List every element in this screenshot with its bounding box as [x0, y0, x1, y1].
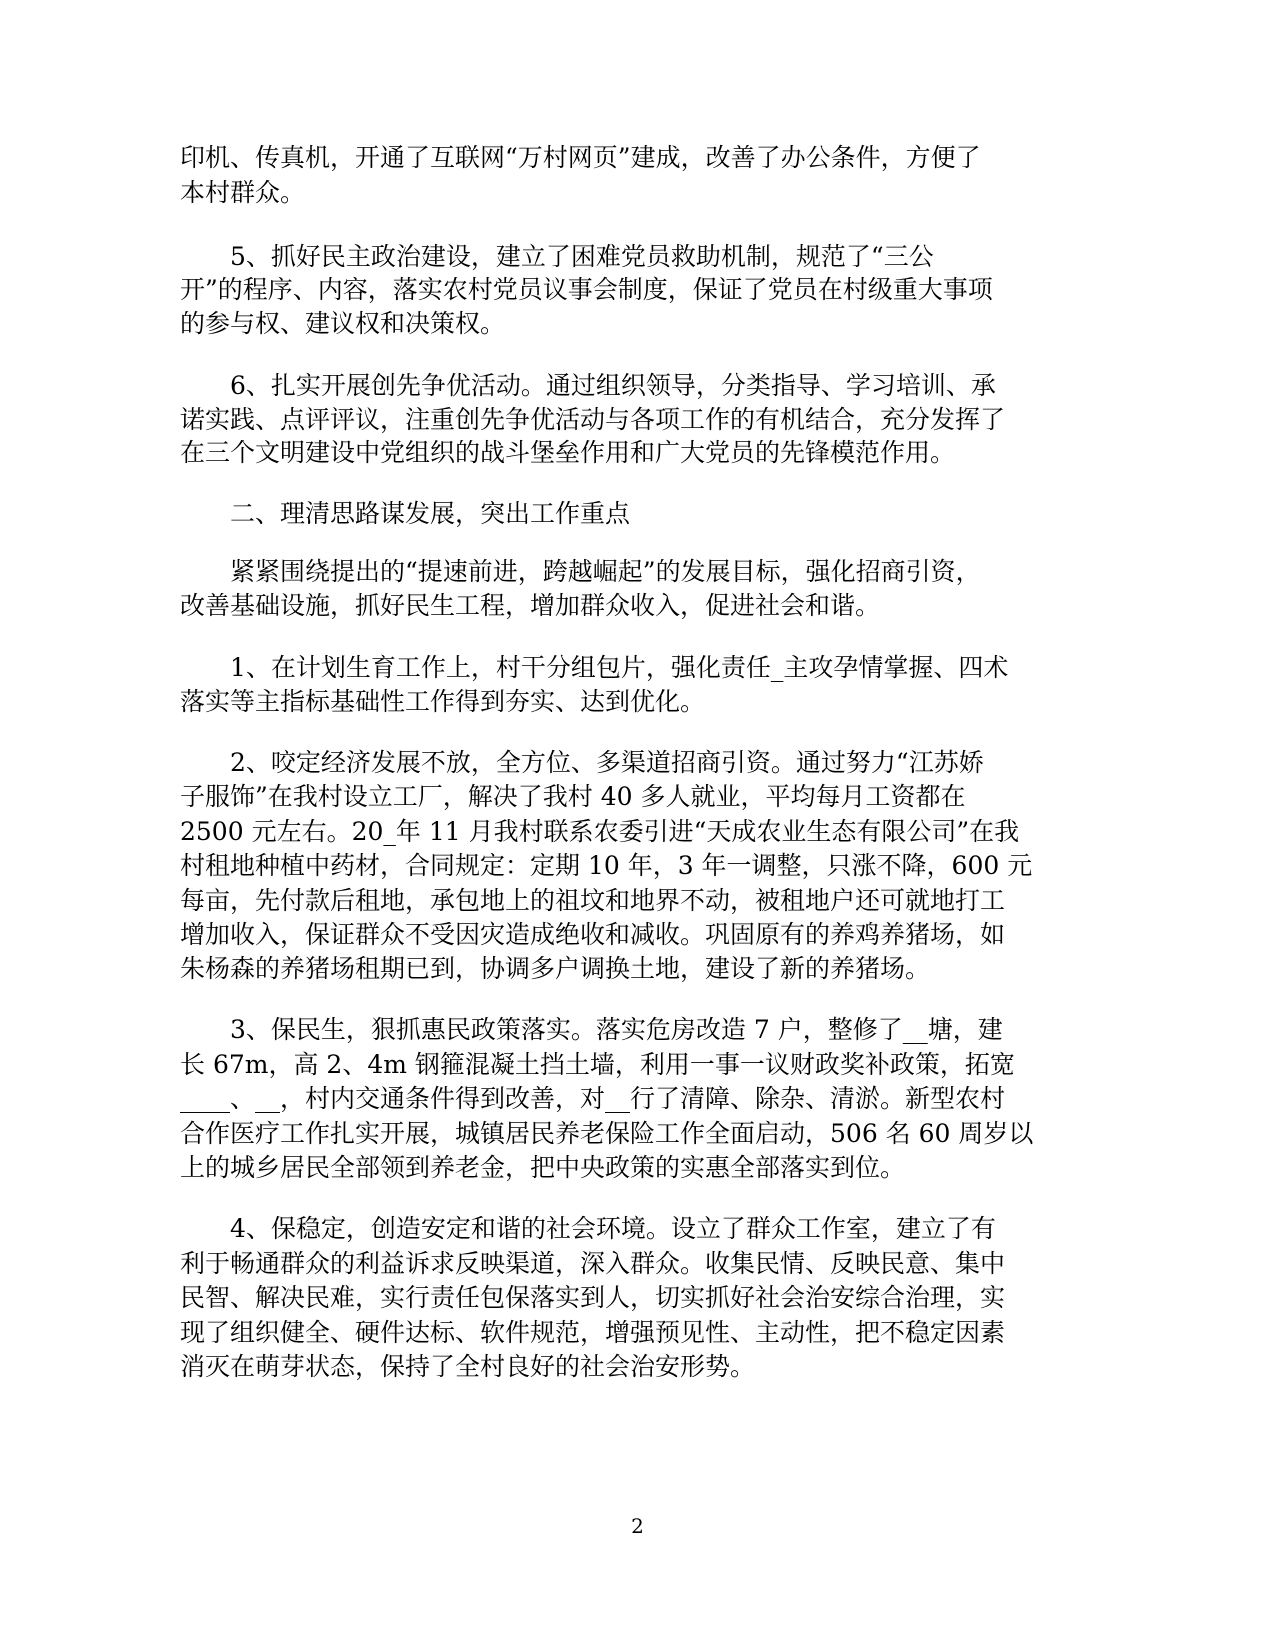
text-line: 民智、解决民难，实行责任包保落实到人，切实抓好社会治安综合治理，实 [180, 1283, 1006, 1312]
text-line: 消灭在萌芽状态，保持了全村良好的社会治安形势。 [180, 1352, 756, 1381]
text-line: 开”的程序、内容，落实农村党员议事会制度，保证了党员在村级重大事项 [180, 275, 993, 304]
text-line: 在三个文明建设中党组织的战斗堡垒作用和广大党员的先锋模范作用。 [180, 438, 956, 467]
text-line: 的参与权、建议权和决策权。 [180, 309, 506, 338]
text-line: 落实等主指标基础性工作得到夯实、达到优化。 [180, 687, 706, 716]
text-line: 朱杨森的养猪场租期已到，协调多户调换土地，建设了新的养猪场。 [180, 954, 931, 983]
text-line: 诺实践、点评评议，注重创先争优活动与各项工作的有机结合，充分发挥了 [180, 405, 1006, 434]
text-line: 增加收入，保证群众不受因灾造成绝收和减收。巩固原有的养鸡养猪场，如 [180, 920, 1006, 949]
text-line: 利于畅通群众的利益诉求反映渠道，深入群众。收集民情、反映民意、集中 [180, 1249, 1006, 1278]
text-line: 4、保稳定，创造安定和谐的社会环境。设立了群众工作室，建立了有 [230, 1214, 996, 1243]
text-line: ____、__，村内交通条件得到改善，对__行了清障、除杂、清淤。新型农村 [180, 1084, 1006, 1113]
text-line: 现了组织健全、硬件达标、软件规范，增强预见性、主动性，把不稳定因素 [180, 1318, 1006, 1347]
text-line: 6、扎实开展创先争优活动。通过组织领导，分类指导、学习培训、承 [230, 371, 996, 400]
text-line: 印机、传真机，开通了互联网“万村网页”建成，改善了办公条件，方便了 [180, 143, 981, 172]
text-line: 长 67m，高 2、4m 钢箍混凝土挡土墙，利用一事一议财政奖补政策，拓宽 [180, 1050, 1015, 1079]
text-line: 每亩，先付款后租地，承包地上的祖坟和地界不动，被租地户还可就地打工 [180, 886, 1006, 915]
text-line: 2、咬定经济发展不放，全方位、多渠道招商引资。通过努力“江苏娇 [230, 748, 984, 777]
text-line: 1、在计划生育工作上，村干分组包片，强化责任_主攻孕情掌握、四术 [230, 653, 1009, 682]
text-line: 上的城乡居民全部领到养老金，把中央政策的实惠全部落实到位。 [180, 1153, 906, 1182]
text-line: 合作医疗工作扎实开展，城镇居民养老保险工作全面启动，506 名 60 周岁以 [180, 1119, 1034, 1148]
text-line: 紧紧围绕提出的“提速前进，跨越崛起”的发展目标，强化招商引资， [230, 557, 981, 586]
text-line: 2500 元左右。20_年 11 月我村联系农委引进“天成农业生态有限公司”在我 [180, 817, 1020, 846]
section-heading: 二、理清思路谋发展，突出工作重点 [230, 499, 631, 528]
text-line: 子服饰”在我村设立工厂，解决了我村 40 多人就业，平均每月工资都在 [180, 782, 966, 811]
text-line: 改善基础设施，抓好民生工程，增加群众收入，促进社会和谐。 [180, 591, 881, 620]
text-line: 村租地种植中药材，合同规定：定期 10 年，3 年一调整，只涨不降，600 元 [180, 851, 1033, 880]
text-line: 本村群众。 [180, 178, 306, 207]
text-line: 3、保民生，狠抓惠民政策落实。落实危房改造 7 户，整修了__塘，建 [230, 1015, 1003, 1044]
page-number: 2 [631, 1514, 644, 1538]
text-line: 5、抓好民主政治建设，建立了困难党员救助机制，规范了“三公 [230, 242, 934, 271]
